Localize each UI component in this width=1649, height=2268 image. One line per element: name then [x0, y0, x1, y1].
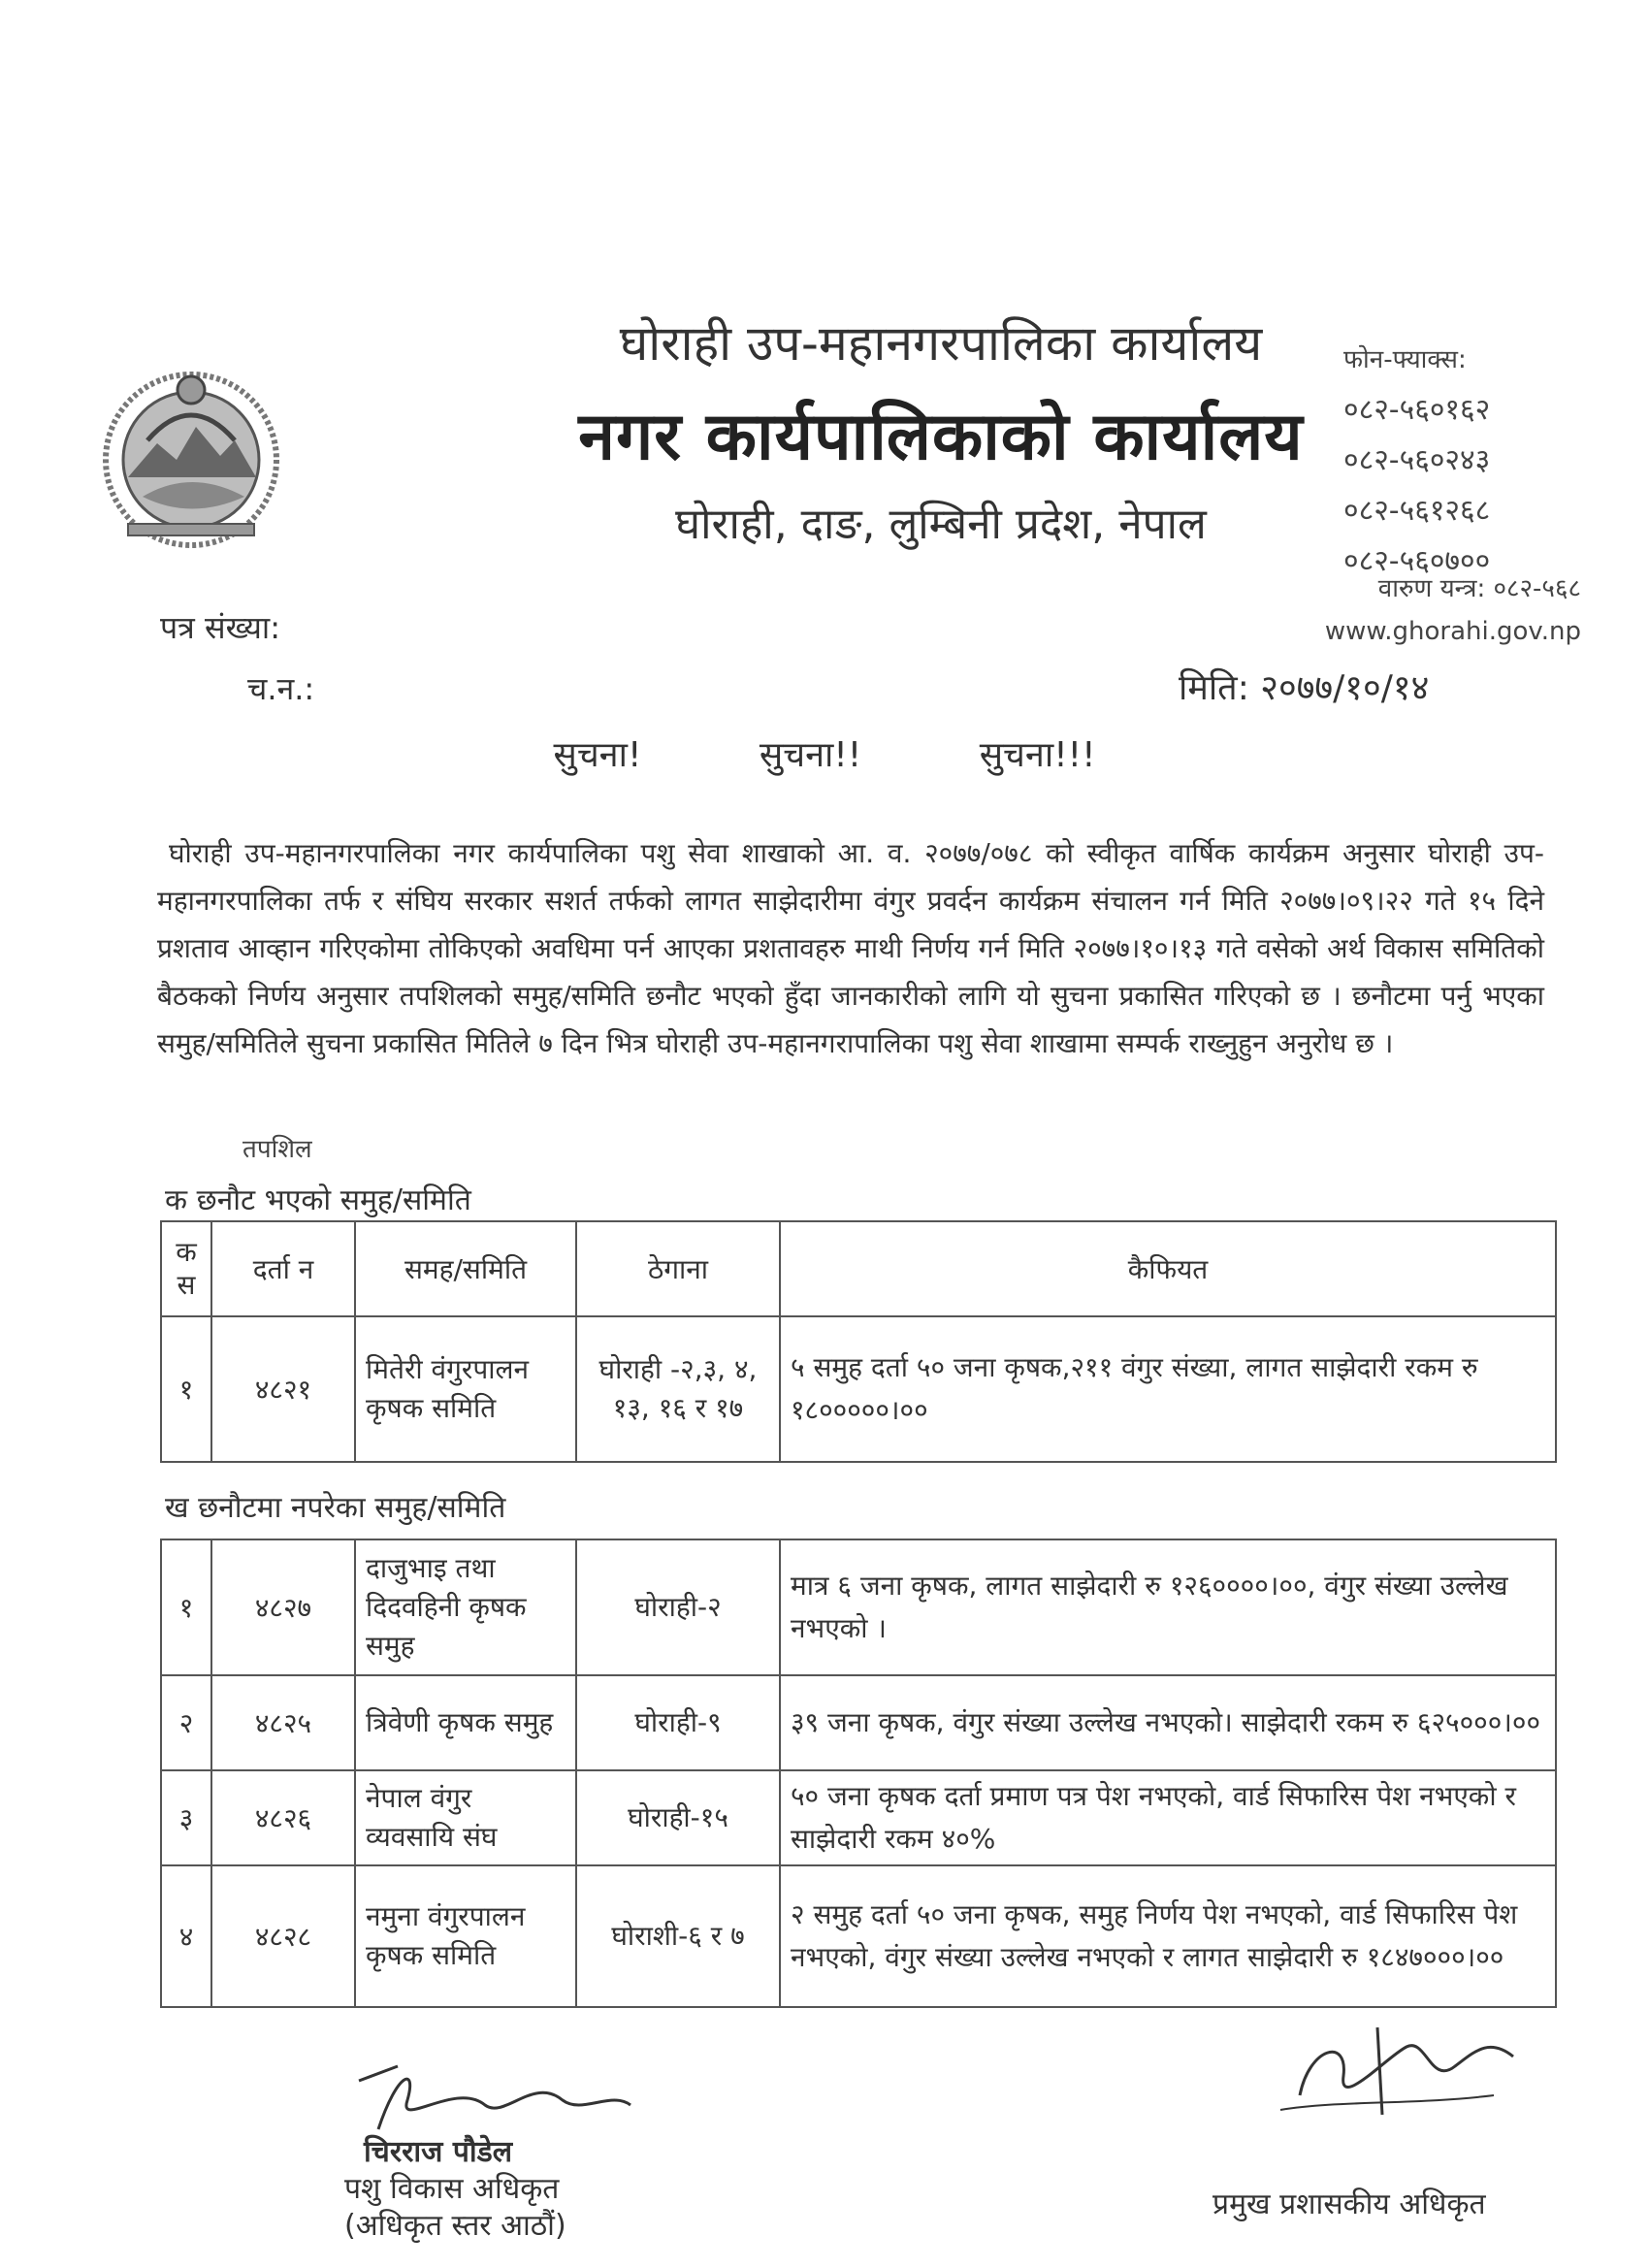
letter-date: मिति: २०७७/१०/१४	[1179, 668, 1430, 708]
header-sn: क स	[161, 1221, 211, 1316]
letter-number-label: पत्र संख्या:	[160, 609, 280, 646]
office-address: घोराही, दाङ, लुम्बिनी प्रदेश, नेपाल	[675, 500, 1207, 549]
row-reg-no: ४८२१	[211, 1316, 355, 1462]
row-reg-no: ४८२५	[211, 1675, 355, 1770]
header-group: समह/समिति	[355, 1221, 576, 1316]
office-title: नगर कार्यपालिकाको कार्यालय	[578, 399, 1304, 475]
selected-groups-table	[160, 1220, 1557, 1463]
header-remarks: कैफियत	[780, 1221, 1556, 1316]
right-signature-icon	[1261, 2018, 1552, 2124]
header-reg-no: दर्ता न	[211, 1221, 355, 1316]
row-address: घोराही-९	[576, 1675, 780, 1770]
website-link[interactable]: www.ghorahi.gov.np	[1324, 617, 1581, 646]
notice-word: सुचना!	[553, 735, 642, 775]
contact-block	[1343, 335, 1596, 587]
details-label: तपशिल	[242, 1135, 312, 1164]
left-signatory	[344, 2134, 566, 2245]
row-remarks: मात्र ६ जना कृषक, लागत साझेदारी रु १२६००००।००, वंगुर संख्या उल्लेख नभएको ।	[780, 1539, 1556, 1675]
row-address: घोराही -२,३, ४, १३, १६ र १७	[576, 1316, 780, 1462]
phone-number: ०८२-५६०७००	[1343, 544, 1491, 578]
row-sn: ३	[161, 1770, 211, 1865]
phone-number: ०८२-५६०१६२	[1343, 393, 1491, 427]
notice-body: घोराही उप-महानगरपालिका नगर कार्यपालिका पशु सेवा शाखाको आ. व. २०७७/०७८ को स्वीकृत वार्षिक कार्यक्रम अनुसार घोराही उप-महानगरपालिका तर्फ र संघिय सरकार सशर्त तर्फको लागत साझेदारीमा वंगुर प्रवर्दन कार्यक्रम संचालन गर्न मिति २०७७।०९।२२ गते १५ दिने प्रशताव आव्हान गरिएकोमा तोकिएको अवधिमा पर्न आएका प्रशतावहरु माथी निर्णय गर्न मिति २०७७।१०।१३ गते वसेको अर्थ विकास समितिको बैठकको निर्णय अनुसार तपशिलको समुह/समिति छनौट भएको हुँदा जानकारीको लागि यो सुचना प्रकासित गरिएको छ । छनौटमा पर्नु भएका समुह/समितिले सुचना प्रकासित मितिले ७ दिन भित्र घोराही उप-महानगरापालिका पशु सेवा शाखामा सम्पर्क राख्नुहुन अनुरोध छ ।	[157, 837, 1544, 1059]
table-row	[161, 1675, 1556, 1770]
right-signatory-title: प्रमुख प्रशासकीय अधिकृत	[1212, 2187, 1486, 2221]
row-remarks: ५० जना कृषक दर्ता प्रमाण पत्र पेश नभएको, वार्ड सिफारिस पेश नभएको र साझेदारी रकम ४०%	[780, 1770, 1556, 1865]
row-group-name: नेपाल वंगुर व्यवसायि संघ	[355, 1770, 576, 1865]
phone-number: ०८२-५६१२६८	[1343, 494, 1491, 528]
left-signatory-rank: (अधिकृत स्तर आठौं)	[344, 2209, 566, 2243]
row-address: घोराही-१५	[576, 1770, 780, 1865]
row-sn: १	[161, 1316, 211, 1462]
row-address: घोराही-२	[576, 1539, 780, 1675]
table-row	[161, 1316, 1556, 1462]
table-header-row	[161, 1221, 1556, 1316]
not-selected-groups-table	[160, 1539, 1557, 2008]
header-address: ठेगाना	[576, 1221, 780, 1316]
row-group-name: मितेरी वंगुरपालन कृषक समिति	[355, 1316, 576, 1462]
row-sn: ४	[161, 1865, 211, 2007]
table-row	[161, 1770, 1556, 1865]
table-row	[161, 1865, 1556, 2007]
row-reg-no: ४८२६	[211, 1770, 355, 1865]
row-group-name: नमुना वंगुरपालन कृषक समिति	[355, 1865, 576, 2007]
left-signatory-name: चिरराज पौडेल	[364, 2135, 513, 2169]
nepal-emblem-icon	[89, 351, 293, 555]
notice-word: सुचना!!!	[979, 735, 1096, 775]
row-reg-no: ४८२८	[211, 1865, 355, 2007]
notice-word: सुचना!!	[759, 735, 862, 775]
row-group-name: दाजुभाइ तथा दिदवहिनी कृषक समुह	[355, 1539, 576, 1675]
row-address: घोराशी-६ र ७	[576, 1865, 780, 2007]
row-reg-no: ४८२७	[211, 1539, 355, 1675]
dispatch-number-label: च.न.:	[247, 670, 315, 707]
not-selected-section-title: ख छनौटमा नपरेका समुह/समिति	[165, 1491, 506, 1525]
row-remarks: ३९ जना कृषक, वंगुर संख्या उल्लेख नभएको। साझेदारी रकम रु ६२५०००।००	[780, 1675, 1556, 1770]
phone-fax-label: फोन-फ्याक्स:	[1343, 345, 1467, 374]
left-signatory-title: पशु विकास अधिकृत	[344, 2172, 560, 2206]
contact-extra	[1325, 567, 1581, 653]
fire-brigade-number: वारुण यन्त्र: ०८२-५६८	[1377, 574, 1581, 603]
selected-section-title: क छनौट भएको समुह/समिति	[165, 1183, 471, 1217]
left-signature-icon	[340, 2061, 650, 2139]
row-group-name: त्रिवेणी कृषक समुह	[355, 1675, 576, 1770]
office-name: घोराही उप-महानगरपालिका कार्यालय	[619, 315, 1263, 372]
row-remarks: ५ समुह दर्ता ५० जना कृषक,२११ वंगुर संख्या, लागत साझेदारी रकम रु १८०००००।००	[780, 1316, 1556, 1462]
row-sn: २	[161, 1675, 211, 1770]
row-sn: १	[161, 1539, 211, 1675]
notice-heading	[0, 729, 1649, 777]
phone-number: ०८२-५६०२४३	[1343, 443, 1491, 477]
row-remarks: २ समुह दर्ता ५० जना कृषक, समुह निर्णय पेश नभएको, वार्ड सिफारिस पेश नभएको, वंगुर संख्या उल्लेख नभएको र लागत साझेदारी रु १८४७०००।००	[780, 1865, 1556, 2007]
table-row	[161, 1539, 1556, 1675]
